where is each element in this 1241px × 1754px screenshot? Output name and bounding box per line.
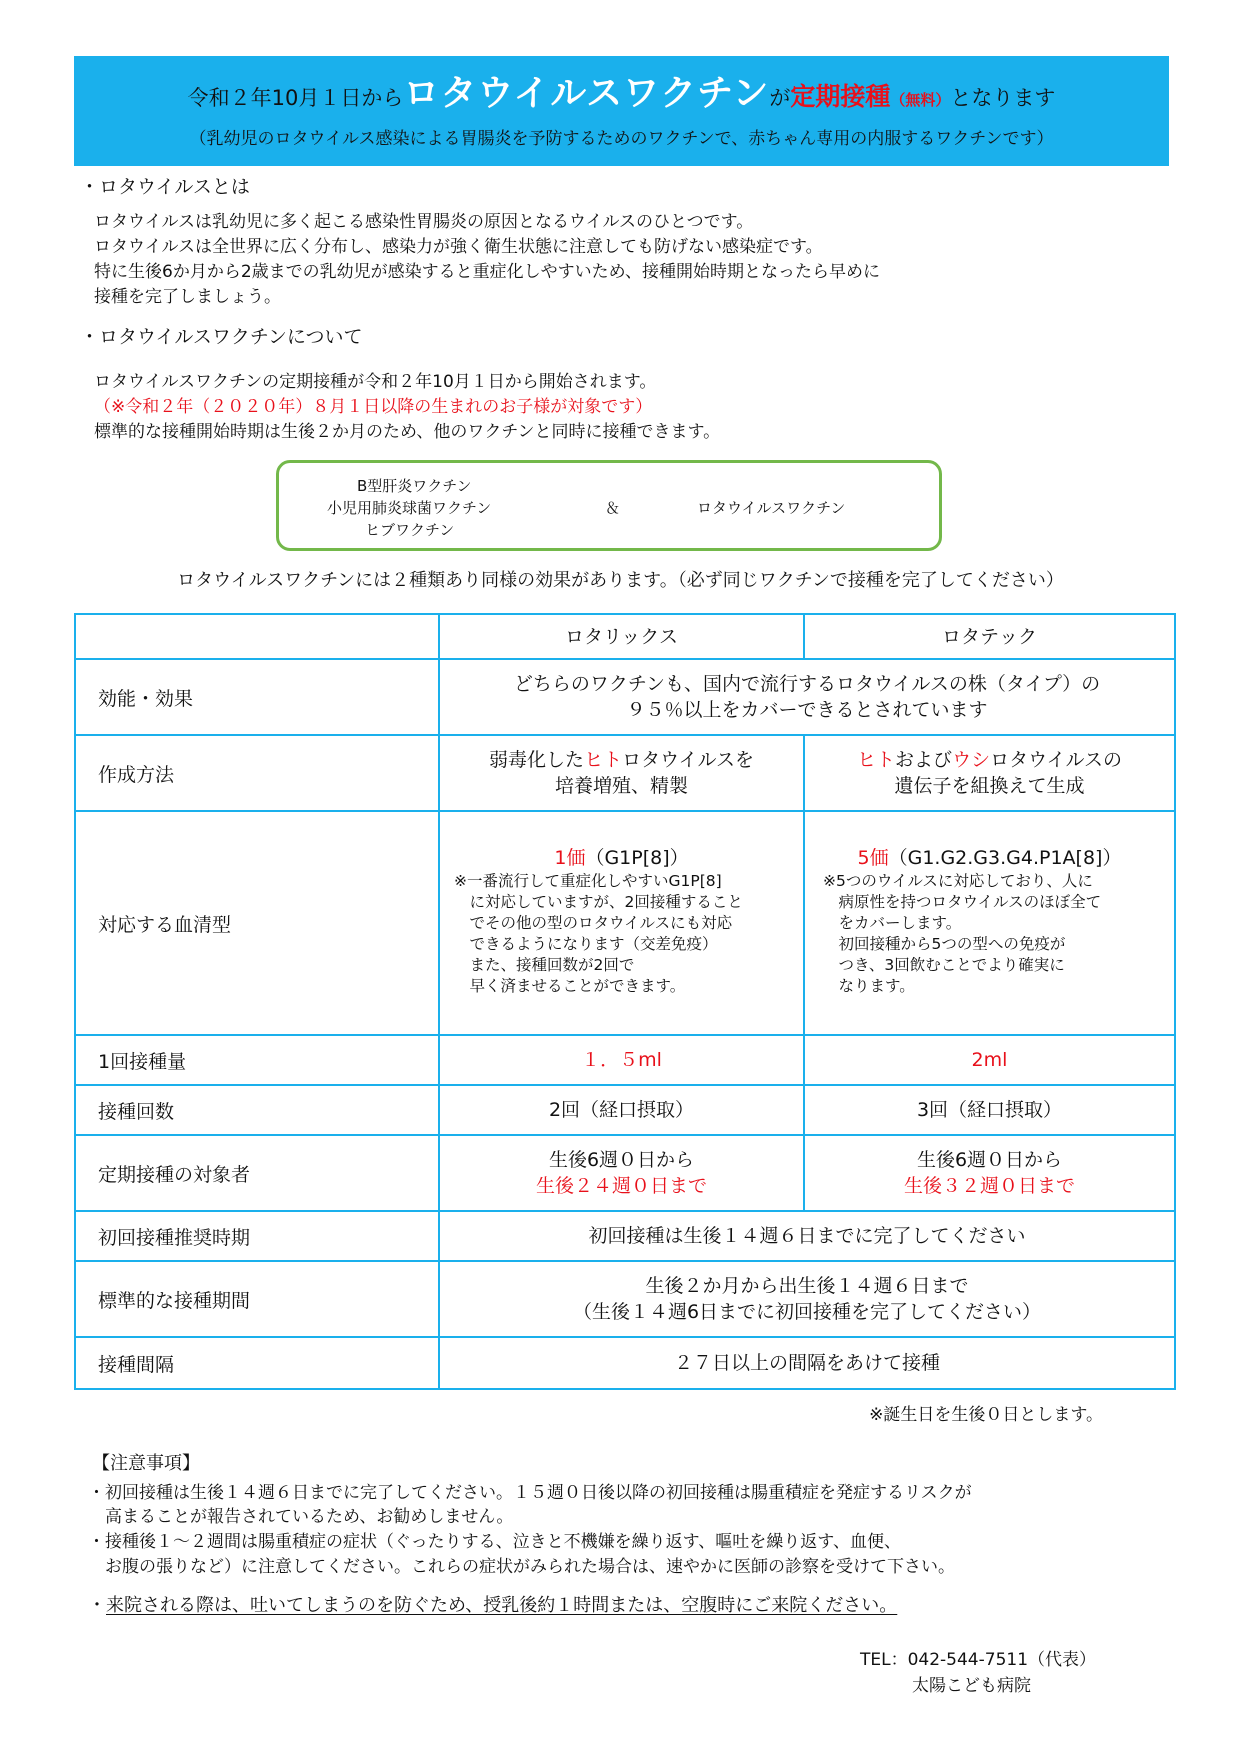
target-rotarix — [439, 1135, 804, 1211]
banner-ga: が — [769, 86, 791, 110]
notes-title: 【注意事項】 — [92, 1453, 200, 1474]
serotype-rotateq — [804, 811, 1175, 1035]
banner-teiki: 定期接種 — [790, 82, 891, 111]
period-line: （生後１４週6日までに初回接種を完了してください） — [572, 1301, 1042, 1323]
col-rotateq: ロタテック — [804, 614, 1175, 659]
vaccine-eligibility-note: （※令和２年（２０２０年）８月１日以降の生まれのお子様が対象です） — [94, 397, 653, 417]
banner-title — [74, 74, 1169, 120]
visit-instruction — [88, 1591, 897, 1617]
serotype-types: （G1P[8]） — [585, 847, 689, 869]
row-label: 作成方法 — [75, 735, 439, 811]
visit-bullet: ・ — [88, 1595, 106, 1616]
method-a-pre: 弱毒化した — [489, 749, 585, 771]
note-line: 病原性を持つロタウイルスのほぼ全て — [823, 893, 1102, 911]
note-line: つき、3回飲むことでより確実に — [823, 956, 1065, 974]
visit-text: 来院される際は、吐いてしまうのを防ぐため、授乳後約１時間または、空腹時にご来院ください。 — [106, 1595, 898, 1616]
table-intro: ロタウイルスワクチンには２種類あり同様の効果があります。（必ず同じワクチンで接種を完了してください） — [177, 570, 1064, 591]
banner-subtitle: （乳幼児のロタウイルス感染による胃腸炎を予防するためのワクチンで、赤ちゃん専用の内服するワクチンです） — [189, 129, 1054, 149]
serotype-notes — [454, 871, 743, 997]
dose-rotarix: １．５ml — [439, 1035, 804, 1085]
note-line: 初回接種から5つの型への免疫が — [823, 935, 1066, 953]
count-rotarix: 2回（経口摂取） — [439, 1085, 804, 1135]
dose-rotateq: 2ml — [804, 1035, 1175, 1085]
table-row — [75, 1261, 1175, 1337]
note-line: に対応していますが、2回接種すること — [454, 893, 743, 911]
serotype-notes — [823, 871, 1101, 997]
count-rotateq: 3回（経口摂取） — [804, 1085, 1175, 1135]
table-row — [75, 1135, 1175, 1211]
serotype-valence: 5価 — [857, 847, 889, 869]
target-limit: 生後３２週０日まで — [903, 1175, 1075, 1197]
method-rotateq — [804, 735, 1175, 811]
hospital-name: 太陽こども病院 — [912, 1676, 1031, 1696]
banner-pre: 令和２年10月１日から — [187, 86, 404, 110]
method-line: 遺伝子を組換えて生成 — [894, 775, 1085, 797]
method-a-human: ヒト — [584, 749, 623, 771]
note-line: ※一番流行して重症化しやすいG1P[8] — [454, 872, 722, 890]
method-b-mid: および — [895, 749, 953, 771]
serotype-types: （G1.G2.G3.G4.P1A[8]） — [888, 847, 1122, 869]
vaccine-text — [94, 370, 720, 445]
contact-info — [860, 1647, 1096, 1699]
row-label: 標準的な接種期間 — [75, 1261, 439, 1337]
first-dose-value: 初回接種は生後１４週６日までに完了してください — [439, 1211, 1175, 1261]
about-line: 特に生後6か月から2歳までの乳幼児が感染すると重症化しやすいため、接種開始時期となったら早めに — [94, 262, 880, 282]
vaccine-line: 標準的な接種開始時期は生後２か月のため、他のワクチンと同時に接種できます。 — [94, 422, 721, 442]
period-line: 生後２か月から出生後１４週６日まで — [645, 1275, 969, 1297]
row-label: 効能・効果 — [75, 659, 439, 735]
method-rotarix — [439, 735, 804, 811]
vaccine-hepb: B型肝炎ワクチン — [357, 477, 472, 495]
table-row — [75, 1085, 1175, 1135]
note-line: 早く済ませることができます。 — [454, 977, 686, 995]
table-row — [75, 735, 1175, 811]
efficacy-value — [439, 659, 1175, 735]
note-line: をカバーします。 — [823, 914, 962, 932]
about-text — [94, 210, 880, 310]
vaccine-heading: ・ロタウイルスワクチンについて — [80, 326, 363, 348]
banner-post: となります — [950, 86, 1056, 110]
target-line: 生後6週０日から — [916, 1149, 1063, 1171]
note-line: なります。 — [823, 977, 915, 995]
simultaneous-vaccines-box — [276, 460, 942, 551]
method-a-post: ロタウイルスを — [622, 749, 754, 771]
empty-header-cell — [75, 614, 439, 659]
table-row — [75, 1337, 1175, 1389]
note-line: また、接種回数が2回で — [454, 956, 635, 974]
method-line — [440, 747, 803, 773]
about-line: ロタウイルスは乳幼児に多く起こる感染性胃腸炎の原因となるウイルスのひとつです。 — [94, 212, 754, 232]
efficacy-line: どちらのワクチンも、国内で流行するロタウイルスの株（タイプ）の — [513, 673, 1101, 695]
vaccine-pneumococcal: 小児用肺炎球菌ワクチン — [327, 499, 492, 517]
row-label: 1回接種量 — [75, 1035, 439, 1085]
contact-tel: TEL：042-544-7511（代表） — [860, 1650, 1097, 1670]
vaccine-comparison-table — [74, 613, 1176, 1390]
serotype-heading — [805, 843, 1174, 870]
method-b-post: ロタウイルスの — [990, 749, 1122, 771]
table-row — [75, 811, 1175, 1035]
notes-line: 高まることが報告されているため、お勧めしません。 — [88, 1507, 514, 1527]
period-value — [439, 1261, 1175, 1337]
table-row — [75, 1035, 1175, 1085]
target-line: 生後6週０日から — [548, 1149, 695, 1171]
about-heading: ・ロタウイルスとは — [80, 176, 250, 198]
vaccine-hib: ヒブワクチン — [365, 521, 455, 539]
row-label: 接種間隔 — [75, 1337, 439, 1389]
method-line — [805, 747, 1174, 773]
banner-free: （無料） — [890, 91, 951, 109]
banner-vaccine-name: ロタウイルスワクチン — [403, 73, 770, 114]
method-b-bovine: ウシ — [952, 749, 991, 771]
method-line: 培養増殖、精製 — [554, 775, 688, 797]
method-b-human: ヒト — [857, 749, 896, 771]
row-label: 対応する血清型 — [75, 811, 439, 1035]
vaccine-line: ロタウイルスワクチンの定期接種が令和２年10月１日から開始されます。 — [94, 372, 657, 392]
note-line: でその他の型のロタウイルスにも対応 — [454, 914, 733, 932]
notes-line: ・接種後１～２週間は腸重積症の症状（ぐったりする、泣きと不機嫌を繰り返す、嘔吐を繰り返す、血便、 — [88, 1532, 901, 1552]
col-rotarix: ロタリックス — [439, 614, 804, 659]
ampersand: ＆ — [605, 499, 621, 517]
note-line: できるようになります（交差免疫） — [454, 935, 718, 953]
serotype-valence: 1価 — [554, 847, 586, 869]
note-line: ※5つのウイルスに対応しており、人に — [823, 872, 1093, 890]
serotype-rotarix — [439, 811, 804, 1035]
table-header-row — [75, 614, 1175, 659]
serotype-heading — [440, 843, 803, 870]
notes-line: お腹の張りなど）に注意してください。これらの症状がみられた場合は、速やかに医師の診察を受けて下さい。 — [88, 1557, 955, 1577]
table-row — [75, 659, 1175, 735]
table-row — [75, 1211, 1175, 1261]
interval-value: ２７日以上の間隔をあけて接種 — [439, 1337, 1175, 1389]
row-label: 初回接種推奨時期 — [75, 1211, 439, 1261]
target-limit: 生後２４週０日まで — [535, 1175, 707, 1197]
header-banner — [74, 56, 1169, 166]
about-line: ロタウイルスは全世界に広く分布し、感染力が強く衛生状態に注意しても防げない感染症です。 — [94, 237, 823, 257]
vaccine-rotavirus: ロタウイルスワクチン — [697, 499, 846, 517]
about-line: 接種を完了しましょう。 — [94, 287, 281, 307]
target-rotateq — [804, 1135, 1175, 1211]
efficacy-line: ９５％以上をカバーできるとされています — [626, 699, 988, 721]
row-label: 定期接種の対象者 — [75, 1135, 439, 1211]
row-label: 接種回数 — [75, 1085, 439, 1135]
birthday-footnote: ※誕生日を生後０日とします。 — [869, 1405, 1103, 1425]
notes-line: ・初回接種は生後１４週６日までに完了してください。１５週０日後以降の初回接種は腸重積症を発症するリスクが — [88, 1483, 972, 1503]
